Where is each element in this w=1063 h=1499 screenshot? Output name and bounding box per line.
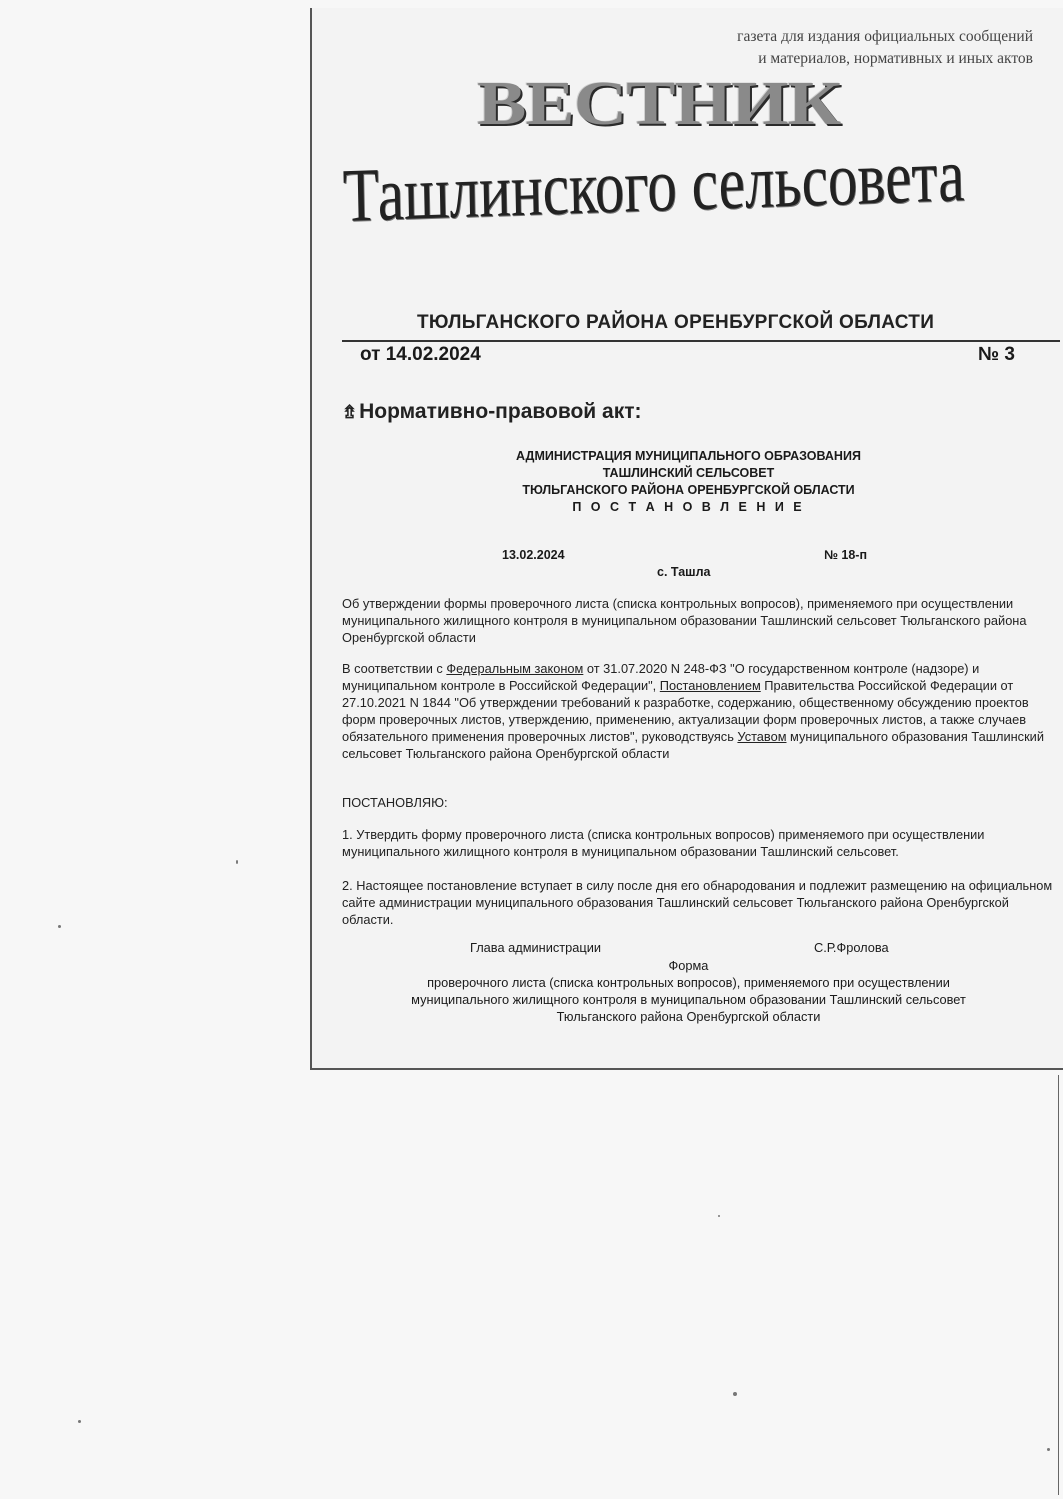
issue-number: № 3 [977,344,1015,365]
authority-line-3: ТЮЛЬГАНСКОГО РАЙОНА ОРЕНБУРГСКОЙ ОБЛАСТИ [522,483,855,497]
scan-speck [733,1392,737,1396]
form-line-3: Тюльганского района Оренбургской области [556,1009,821,1024]
masthead-title: ВЕСТНИК [477,68,841,139]
federal-law-link[interactable]: Федеральным законом [446,661,584,676]
basis-text-2: от 31.07.2020 N 248-ФЗ "О государственном контроле (надзоре) и муниципальном контроле в Российской Федерации", [342,661,980,693]
form-line-1: проверочного листа (списка контрольных вопросов), применяемого при осуществлении [427,975,950,990]
document-date: 13.02.2024 [502,548,565,562]
region-heading: ТЮЛЬГАНСКОГО РАЙОНА ОРЕНБУРГСКОЙ ОБЛАСТИ [417,312,935,333]
issue-date: от 14.02.2024 [360,344,481,365]
scan-speck [78,1420,81,1423]
section-title [342,400,642,424]
decree-item-1: 1. Утвердить форму проверочного листа (списка контрольных вопросов) применяемого при осуществлении муниципального жилищного контроля в муниципальном образовании Ташлинский сельсовет. [342,827,985,859]
legal-basis-paragraph [342,660,1057,762]
tagline-line-2: и материалов, нормативных и иных актов [758,50,1033,67]
scan-speck [718,1215,720,1217]
decree-word: ПОСТАНОВЛЯЮ: [342,795,448,810]
document-subject: Об утверждении формы проверочного листа (списка контрольных вопросов), применяемого при осуществлении муниципального жилищного контроля в муниципальном образовании Ташлинский сельсовет Тюльганского района Оренбургской области [342,596,1027,645]
tagline-line-1: газета для издания официальных сообщений [737,28,1033,45]
form-title: Форма [668,958,709,973]
form-heading [312,957,1063,1025]
form-line-2: муниципального жилищного контроля в муниципальном образовании Ташлинский сельсовет [411,992,966,1007]
scan-edge-line [1058,1075,1059,1495]
document-type: П О С Т А Н О В Л Е Н И Е [572,500,805,514]
basis-text-3: Правительства Российской Федерации от 27.10.2021 N 1844 "Об утверждении требований к разработке, содержанию, общественному обсуждению проектов форм проверочных листов, утверждению, применению, актуализации форм проверочных листов, а также случаев обязательного применения проверочных листов", руководствуясь [342,678,1029,744]
scan-speck [236,860,238,864]
authority-line-1: АДМИНИСТРАЦИЯ МУНИЦИПАЛЬНОГО ОБРАЗОВАНИЯ [516,449,861,463]
signer-name: С.Р.Фролова [814,940,889,955]
scan-speck [1047,1448,1050,1451]
document-number: № 18-п [824,548,868,562]
document-place: с. Ташла [657,565,711,579]
signer-title: Глава администрации [470,940,601,955]
authority-line-2: ТАШЛИНСКИЙ СЕЛЬСОВЕТ [602,466,775,480]
masthead-subtitle: Ташлинского сельсовета [342,133,966,238]
header-divider [342,340,1060,342]
issuing-authority [312,448,1063,516]
section-title-text: Нормативно-правовой акт: [359,400,642,423]
section-bullet-icon: ⇯ [342,402,358,422]
basis-text-1: В соответствии с [342,661,447,676]
charter-link[interactable]: Уставом [737,729,787,744]
resolution-link[interactable]: Постановлением [659,678,761,693]
basis-text-4: муниципального образования Ташлинский сельсовет Тюльганского района Оренбургской области [342,729,1044,761]
scan-speck [58,925,61,928]
newspaper-page [310,8,1063,1070]
decree-item-2: 2. Настоящее постановление вступает в силу после дня его обнародования и подлежит размещению на официальном сайте администрации муниципального образования Ташлинский сельсовет Тюльганского района Оренбургской области. [342,878,1053,927]
tagline [737,26,1033,70]
